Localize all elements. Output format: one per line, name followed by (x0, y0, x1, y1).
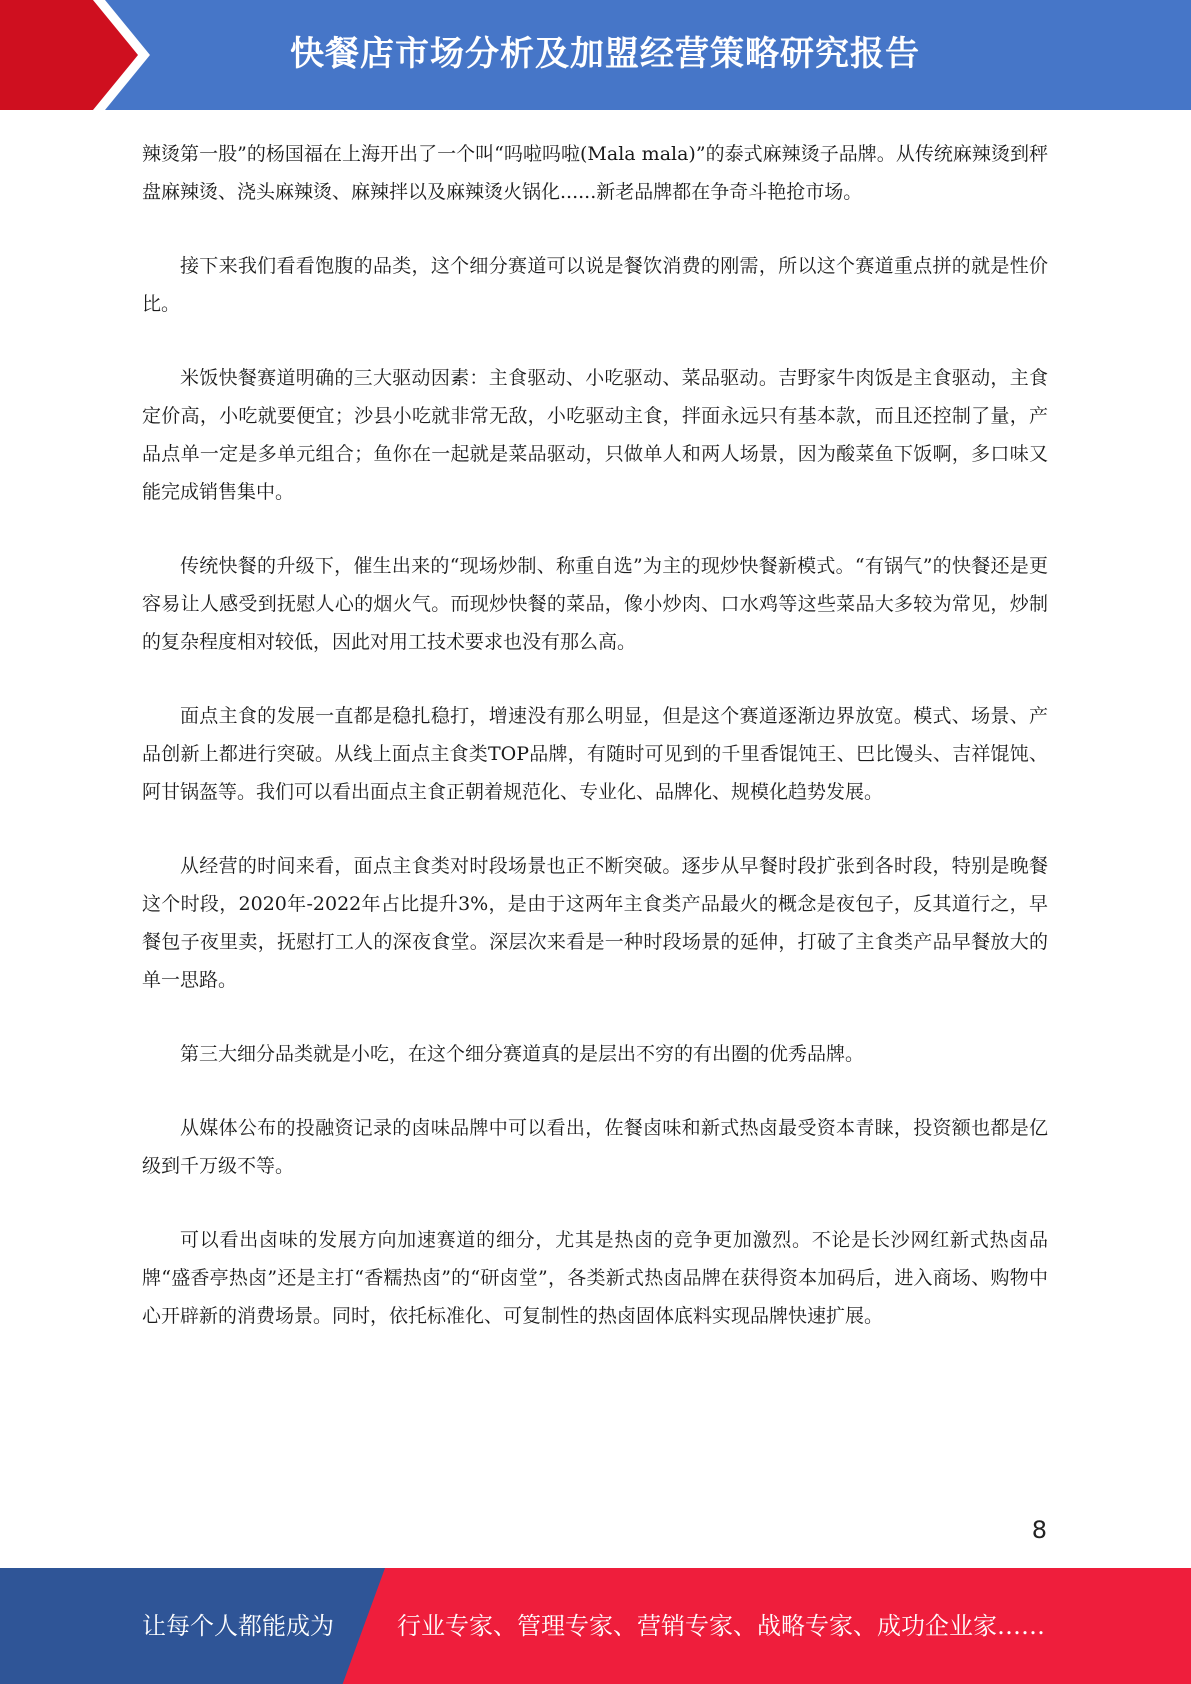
paragraph-8: 从媒体公布的投融资记录的卤味品牌中可以看出，佐餐卤味和新式热卤最受资本青睐，投资额也都是亿级到千万级不等。 (142, 1117, 1048, 1177)
page-footer (0, 1568, 1191, 1684)
paragraph-1: 辣烫第一股”的杨国福在上海开出了一个叫“吗啦吗啦(Mala mala)”的泰式麻辣烫子品牌。从传统麻辣烫到秤盘麻辣烫、浇头麻辣烫、麻辣拌以及麻辣烫火锅化......新老品牌都在争奇斗艳抢市场。 (142, 143, 1048, 203)
header-red-arrow (0, 0, 150, 110)
paragraph-2: 接下来我们看看饱腹的品类，这个细分赛道可以说是餐饮消费的刚需，所以这个赛道重点拼的就是性价比。 (142, 255, 1048, 315)
paragraph-4: 传统快餐的升级下，催生出来的“现场炒制、称重自选”为主的现炒快餐新模式。“有锅气”的快餐还是更容易让人感受到抚慰人心的烟火气。而现炒快餐的菜品，像小炒肉、口水鸡等这些菜品大多较为常见，炒制的复杂程度相对较低，因此对用工技术要求也没有那么高。 (142, 555, 1048, 653)
paragraph-7: 第三大细分品类就是小吃，在这个细分赛道真的是层出不穷的有出圈的优秀品牌。 (180, 1043, 865, 1065)
page-header (0, 0, 1191, 110)
paragraph-6: 从经营的时间来看，面点主食类对时段场景也正不断突破。逐步从早餐时段扩张到各时段，特别是晚餐这个时段，2020年-2022年占比提升3%，是由于这两年主食类产品最火的概念是夜包子，反其道行之，早餐包子夜里卖，抚慰打工人的深夜食堂。深层次来看是一种时段场景的延伸，打破了主食类产品早餐放大的单一思路。 (142, 855, 1048, 991)
paragraph-3: 米饭快餐赛道明确的三大驱动因素：主食驱动、小吃驱动、菜品驱动。吉野家牛肉饭是主食驱动，主食定价高，小吃就要便宜；沙县小吃就非常无敌，小吃驱动主食，拌面永远只有基本款，而且还控制了量，产品点单一定是多单元组合；鱼你在一起就是菜品驱动，只做单人和两人场景，因为酸菜鱼下饭啊，多口味又能完成销售集中。 (142, 367, 1048, 503)
footer-slogan: 让每个人都能成为 (142, 1612, 334, 1640)
body-text (142, 135, 1048, 1371)
page-number: 8 (1031, 1516, 1047, 1544)
paragraph-9: 可以看出卤味的发展方向加速赛道的细分，尤其是热卤的竞争更加激烈。不论是长沙网红新式热卤品牌“盛香亭热卤”还是主打“香糯热卤”的“研卤堂”，各类新式热卤品牌在获得资本加码后，进入商场、购物中心开辟新的消费场景。同时，依托标准化、可复制性的热卤固体底料实现品牌快速扩展。 (142, 1229, 1048, 1327)
footer-roles: 行业专家、管理专家、营销专家、战略专家、成功企业家…… (397, 1612, 1045, 1640)
paragraph-5: 面点主食的发展一直都是稳扎稳打，增速没有那么明显，但是这个赛道逐渐边界放宽。模式、场景、产品创新上都进行突破。从线上面点主食类TOP品牌，有随时可见到的千里香馄饨王、巴比馒头、吉祥馄饨、阿甘锅盔等。我们可以看出面点主食正朝着规范化、专业化、品牌化、规模化趋势发展。 (142, 705, 1048, 803)
report-title: 快餐店市场分析及加盟经营策略研究报告 (290, 34, 920, 74)
